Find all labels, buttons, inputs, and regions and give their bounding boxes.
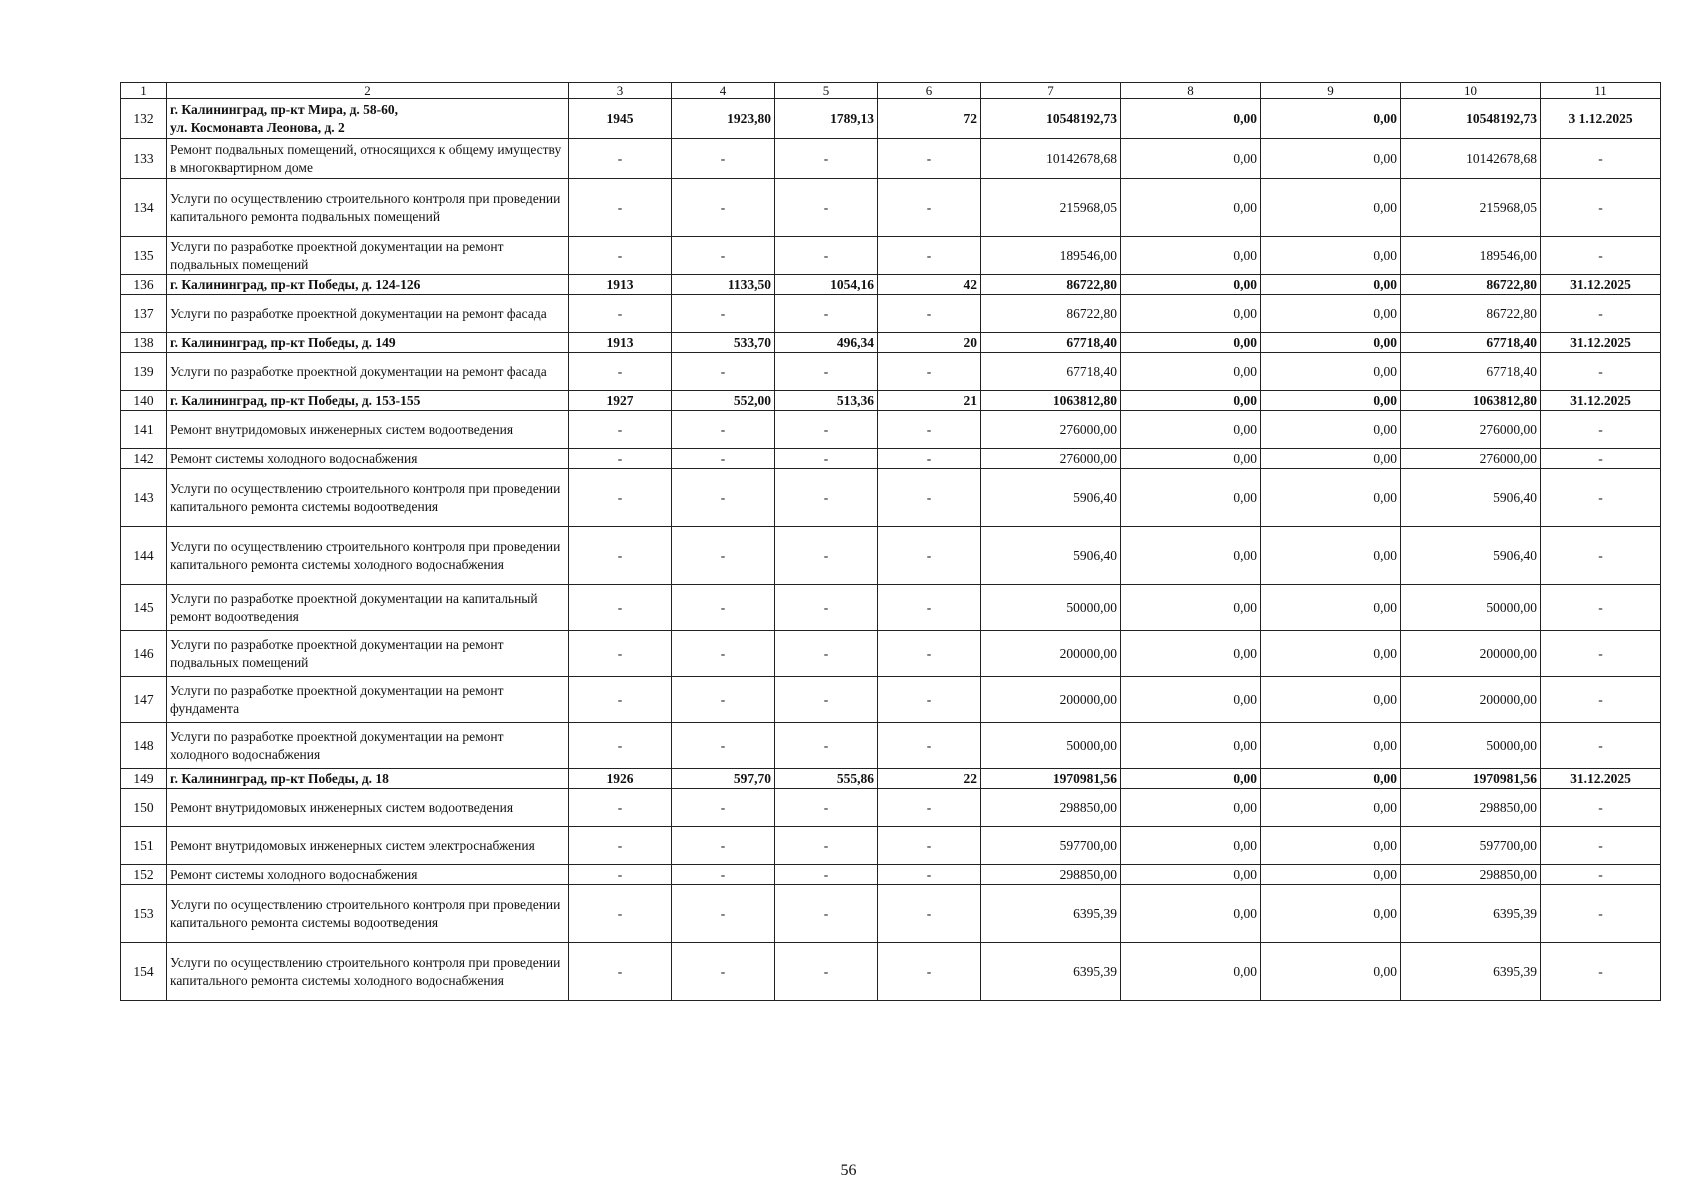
owners-cost-cell: 200000,00 xyxy=(1401,631,1541,677)
header-cell: 3 xyxy=(569,83,672,99)
description-cell: Ремонт внутридомовых инженерных систем электроснабжения xyxy=(167,827,569,865)
work-item-row xyxy=(121,885,1661,943)
year-cell: - xyxy=(569,885,672,943)
residents-cell: - xyxy=(878,885,981,943)
living-area-cell: - xyxy=(775,943,878,1001)
residents-cell: - xyxy=(878,527,981,585)
fund-cost-cell: 0,00 xyxy=(1121,391,1261,411)
owners-cost-cell: 67718,40 xyxy=(1401,333,1541,353)
total-area-cell: - xyxy=(672,865,775,885)
fund-cost-cell: 0,00 xyxy=(1121,827,1261,865)
living-area-cell: - xyxy=(775,585,878,631)
total-cost-cell: 276000,00 xyxy=(981,449,1121,469)
completion-date-cell: - xyxy=(1541,789,1661,827)
residents-cell: 21 xyxy=(878,391,981,411)
living-area-cell: - xyxy=(775,677,878,723)
total-area-cell: - xyxy=(672,449,775,469)
budget-cost-cell: 0,00 xyxy=(1261,449,1401,469)
owners-cost-cell: 50000,00 xyxy=(1401,585,1541,631)
total-area-cell: - xyxy=(672,723,775,769)
budget-cost-cell: 0,00 xyxy=(1261,631,1401,677)
total-cost-cell: 200000,00 xyxy=(981,631,1121,677)
description-cell: Услуги по разработке проектной документации на ремонт холодного водоснабжения xyxy=(167,723,569,769)
row-number-cell: 154 xyxy=(121,943,167,1001)
row-number-cell: 139 xyxy=(121,353,167,391)
year-cell: - xyxy=(569,237,672,275)
total-area-cell: - xyxy=(672,631,775,677)
budget-cost-cell: 0,00 xyxy=(1261,827,1401,865)
total-cost-cell: 6395,39 xyxy=(981,943,1121,1001)
total-cost-cell: 5906,40 xyxy=(981,469,1121,527)
row-number-cell: 152 xyxy=(121,865,167,885)
description-cell: Ремонт внутридомовых инженерных систем водоотведения xyxy=(167,411,569,449)
owners-cost-cell: 298850,00 xyxy=(1401,865,1541,885)
year-cell: - xyxy=(569,631,672,677)
total-cost-cell: 86722,80 xyxy=(981,275,1121,295)
total-cost-cell: 215968,05 xyxy=(981,179,1121,237)
description-cell: г. Калининград, пр-кт Победы, д. 149 xyxy=(167,333,569,353)
total-cost-cell: 298850,00 xyxy=(981,865,1121,885)
description-cell: Услуги по разработке проектной документации на капитальный ремонт водоотведения xyxy=(167,585,569,631)
total-area-cell: 1133,50 xyxy=(672,275,775,295)
year-cell: - xyxy=(569,139,672,179)
completion-date-cell: - xyxy=(1541,943,1661,1001)
owners-cost-cell: 1063812,80 xyxy=(1401,391,1541,411)
description-cell: Услуги по разработке проектной документации на ремонт фасада xyxy=(167,353,569,391)
budget-cost-cell: 0,00 xyxy=(1261,391,1401,411)
budget-cost-cell: 0,00 xyxy=(1261,585,1401,631)
address-row xyxy=(121,333,1661,353)
header-cell: 1 xyxy=(121,83,167,99)
address-row xyxy=(121,769,1661,789)
total-cost-cell: 189546,00 xyxy=(981,237,1121,275)
fund-cost-cell: 0,00 xyxy=(1121,449,1261,469)
completion-date-cell: 31.12.2025 xyxy=(1541,275,1661,295)
completion-date-cell: - xyxy=(1541,237,1661,275)
row-number-cell: 151 xyxy=(121,827,167,865)
address-row xyxy=(121,275,1661,295)
year-cell: - xyxy=(569,179,672,237)
residents-cell: - xyxy=(878,237,981,275)
residents-cell: 22 xyxy=(878,769,981,789)
fund-cost-cell: 0,00 xyxy=(1121,723,1261,769)
description-cell: Услуги по разработке проектной документации на ремонт подвальных помещений xyxy=(167,631,569,677)
header-cell: 4 xyxy=(672,83,775,99)
fund-cost-cell: 0,00 xyxy=(1121,237,1261,275)
budget-cost-cell: 0,00 xyxy=(1261,333,1401,353)
row-number-cell: 148 xyxy=(121,723,167,769)
fund-cost-cell: 0,00 xyxy=(1121,677,1261,723)
row-number-cell: 138 xyxy=(121,333,167,353)
budget-cost-cell: 0,00 xyxy=(1261,295,1401,333)
work-item-row xyxy=(121,295,1661,333)
header-cell: 11 xyxy=(1541,83,1661,99)
completion-date-cell: - xyxy=(1541,179,1661,237)
total-cost-cell: 10142678,68 xyxy=(981,139,1121,179)
work-item-row xyxy=(121,631,1661,677)
row-number-cell: 153 xyxy=(121,885,167,943)
completion-date-cell: - xyxy=(1541,865,1661,885)
work-item-row xyxy=(121,585,1661,631)
row-number-cell: 142 xyxy=(121,449,167,469)
residents-cell: - xyxy=(878,469,981,527)
residents-cell: - xyxy=(878,677,981,723)
table-body xyxy=(121,83,1661,1001)
living-area-cell: - xyxy=(775,827,878,865)
description-cell: Услуги по осуществлению строительного контроля при проведении капитального ремонта системы холодного водоснабжения xyxy=(167,527,569,585)
total-cost-cell: 1970981,56 xyxy=(981,769,1121,789)
year-cell: - xyxy=(569,865,672,885)
living-area-cell: 555,86 xyxy=(775,769,878,789)
completion-date-cell: - xyxy=(1541,885,1661,943)
residents-cell: - xyxy=(878,789,981,827)
description-cell: Ремонт внутридомовых инженерных систем водоотведения xyxy=(167,789,569,827)
fund-cost-cell: 0,00 xyxy=(1121,527,1261,585)
total-area-cell: - xyxy=(672,943,775,1001)
budget-cost-cell: 0,00 xyxy=(1261,723,1401,769)
residents-cell: - xyxy=(878,585,981,631)
document-sheet xyxy=(120,82,1660,1001)
row-number-cell: 135 xyxy=(121,237,167,275)
fund-cost-cell: 0,00 xyxy=(1121,179,1261,237)
total-area-cell: - xyxy=(672,353,775,391)
budget-cost-cell: 0,00 xyxy=(1261,865,1401,885)
budget-cost-cell: 0,00 xyxy=(1261,139,1401,179)
row-number-cell: 132 xyxy=(121,99,167,139)
owners-cost-cell: 6395,39 xyxy=(1401,943,1541,1001)
fund-cost-cell: 0,00 xyxy=(1121,333,1261,353)
address-row xyxy=(121,391,1661,411)
living-area-cell: 1789,13 xyxy=(775,99,878,139)
description-cell: Услуги по осуществлению строительного контроля при проведении капитального ремонта системы холодного водоснабжения xyxy=(167,943,569,1001)
living-area-cell: - xyxy=(775,789,878,827)
total-area-cell: - xyxy=(672,179,775,237)
living-area-cell: - xyxy=(775,885,878,943)
owners-cost-cell: 86722,80 xyxy=(1401,275,1541,295)
total-cost-cell: 276000,00 xyxy=(981,411,1121,449)
column-number-header xyxy=(121,83,1661,99)
page-number: 56 xyxy=(840,1162,857,1179)
owners-cost-cell: 10142678,68 xyxy=(1401,139,1541,179)
owners-cost-cell: 6395,39 xyxy=(1401,885,1541,943)
living-area-cell: - xyxy=(775,237,878,275)
row-number-cell: 143 xyxy=(121,469,167,527)
work-item-row xyxy=(121,237,1661,275)
total-cost-cell: 298850,00 xyxy=(981,789,1121,827)
fund-cost-cell: 0,00 xyxy=(1121,139,1261,179)
owners-cost-cell: 276000,00 xyxy=(1401,411,1541,449)
total-area-cell: 552,00 xyxy=(672,391,775,411)
completion-date-cell: - xyxy=(1541,295,1661,333)
fund-cost-cell: 0,00 xyxy=(1121,885,1261,943)
total-cost-cell: 200000,00 xyxy=(981,677,1121,723)
owners-cost-cell: 5906,40 xyxy=(1401,469,1541,527)
completion-date-cell: - xyxy=(1541,527,1661,585)
living-area-cell: - xyxy=(775,469,878,527)
total-area-cell: - xyxy=(672,139,775,179)
description-cell: г. Калининград, пр-кт Победы, д. 153-155 xyxy=(167,391,569,411)
budget-cost-cell: 0,00 xyxy=(1261,469,1401,527)
description-cell: Ремонт системы холодного водоснабжения xyxy=(167,449,569,469)
description-cell: г. Калининград, пр-кт Мира, д. 58-60, ул. Космонавта Леонова, д. 2 xyxy=(167,99,569,139)
total-area-cell: 597,70 xyxy=(672,769,775,789)
completion-date-cell: 3 1.12.2025 xyxy=(1541,99,1661,139)
owners-cost-cell: 298850,00 xyxy=(1401,789,1541,827)
budget-cost-cell: 0,00 xyxy=(1261,99,1401,139)
living-area-cell: 496,34 xyxy=(775,333,878,353)
total-area-cell: - xyxy=(672,827,775,865)
living-area-cell: 1054,16 xyxy=(775,275,878,295)
completion-date-cell: 31.12.2025 xyxy=(1541,333,1661,353)
description-cell: г. Калининград, пр-кт Победы, д. 18 xyxy=(167,769,569,789)
total-cost-cell: 67718,40 xyxy=(981,353,1121,391)
fund-cost-cell: 0,00 xyxy=(1121,789,1261,827)
total-cost-cell: 1063812,80 xyxy=(981,391,1121,411)
description-cell: Услуги по осуществлению строительного контроля при проведении капитального ремонта системы водоотведения xyxy=(167,469,569,527)
owners-cost-cell: 50000,00 xyxy=(1401,723,1541,769)
fund-cost-cell: 0,00 xyxy=(1121,275,1261,295)
fund-cost-cell: 0,00 xyxy=(1121,411,1261,449)
owners-cost-cell: 189546,00 xyxy=(1401,237,1541,275)
living-area-cell: - xyxy=(775,865,878,885)
residents-cell: - xyxy=(878,411,981,449)
year-cell: 1927 xyxy=(569,391,672,411)
year-cell: - xyxy=(569,585,672,631)
work-item-row xyxy=(121,179,1661,237)
fund-cost-cell: 0,00 xyxy=(1121,769,1261,789)
total-area-cell: - xyxy=(672,585,775,631)
work-item-row xyxy=(121,827,1661,865)
living-area-cell: - xyxy=(775,631,878,677)
fund-cost-cell: 0,00 xyxy=(1121,585,1261,631)
year-cell: 1945 xyxy=(569,99,672,139)
completion-date-cell: - xyxy=(1541,585,1661,631)
owners-cost-cell: 215968,05 xyxy=(1401,179,1541,237)
residents-cell: - xyxy=(878,179,981,237)
year-cell: 1913 xyxy=(569,333,672,353)
year-cell: - xyxy=(569,677,672,723)
description-cell: Услуги по осуществлению строительного контроля при проведении капитального ремонта системы водоотведения xyxy=(167,885,569,943)
owners-cost-cell: 5906,40 xyxy=(1401,527,1541,585)
owners-cost-cell: 200000,00 xyxy=(1401,677,1541,723)
residents-cell: - xyxy=(878,943,981,1001)
total-area-cell: - xyxy=(672,469,775,527)
row-number-cell: 150 xyxy=(121,789,167,827)
completion-date-cell: - xyxy=(1541,139,1661,179)
work-item-row xyxy=(121,723,1661,769)
work-item-row xyxy=(121,943,1661,1001)
completion-date-cell: - xyxy=(1541,469,1661,527)
living-area-cell: - xyxy=(775,723,878,769)
fund-cost-cell: 0,00 xyxy=(1121,469,1261,527)
total-cost-cell: 50000,00 xyxy=(981,585,1121,631)
living-area-cell: - xyxy=(775,295,878,333)
header-cell: 10 xyxy=(1401,83,1541,99)
budget-cost-cell: 0,00 xyxy=(1261,275,1401,295)
completion-date-cell: 31.12.2025 xyxy=(1541,391,1661,411)
description-cell: Услуги по разработке проектной документации на ремонт фундамента xyxy=(167,677,569,723)
total-area-cell: - xyxy=(672,237,775,275)
description-cell: Услуги по разработке проектной документации на ремонт фасада xyxy=(167,295,569,333)
row-number-cell: 137 xyxy=(121,295,167,333)
row-number-cell: 144 xyxy=(121,527,167,585)
row-number-cell: 146 xyxy=(121,631,167,677)
year-cell: - xyxy=(569,353,672,391)
header-cell: 8 xyxy=(1121,83,1261,99)
year-cell: 1913 xyxy=(569,275,672,295)
residents-cell: 72 xyxy=(878,99,981,139)
total-area-cell: - xyxy=(672,527,775,585)
budget-cost-cell: 0,00 xyxy=(1261,677,1401,723)
completion-date-cell: - xyxy=(1541,723,1661,769)
year-cell: - xyxy=(569,789,672,827)
budget-cost-cell: 0,00 xyxy=(1261,943,1401,1001)
fund-cost-cell: 0,00 xyxy=(1121,865,1261,885)
completion-date-cell: - xyxy=(1541,353,1661,391)
total-area-cell: - xyxy=(672,789,775,827)
row-number-cell: 145 xyxy=(121,585,167,631)
owners-cost-cell: 1970981,56 xyxy=(1401,769,1541,789)
residents-cell: - xyxy=(878,139,981,179)
work-item-row xyxy=(121,865,1661,885)
row-number-cell: 149 xyxy=(121,769,167,789)
total-cost-cell: 6395,39 xyxy=(981,885,1121,943)
fund-cost-cell: 0,00 xyxy=(1121,99,1261,139)
repair-program-table xyxy=(120,82,1661,1001)
work-item-row xyxy=(121,449,1661,469)
residents-cell: - xyxy=(878,631,981,677)
completion-date-cell: - xyxy=(1541,411,1661,449)
budget-cost-cell: 0,00 xyxy=(1261,885,1401,943)
budget-cost-cell: 0,00 xyxy=(1261,769,1401,789)
total-cost-cell: 86722,80 xyxy=(981,295,1121,333)
residents-cell: - xyxy=(878,865,981,885)
work-item-row xyxy=(121,469,1661,527)
year-cell: - xyxy=(569,943,672,1001)
residents-cell: - xyxy=(878,723,981,769)
budget-cost-cell: 0,00 xyxy=(1261,527,1401,585)
residents-cell: - xyxy=(878,353,981,391)
residents-cell: 20 xyxy=(878,333,981,353)
total-cost-cell: 67718,40 xyxy=(981,333,1121,353)
year-cell: - xyxy=(569,527,672,585)
residents-cell: - xyxy=(878,449,981,469)
total-area-cell: 533,70 xyxy=(672,333,775,353)
year-cell: - xyxy=(569,827,672,865)
work-item-row xyxy=(121,789,1661,827)
year-cell: - xyxy=(569,469,672,527)
header-cell: 2 xyxy=(167,83,569,99)
total-area-cell: - xyxy=(672,677,775,723)
address-row xyxy=(121,99,1661,139)
budget-cost-cell: 0,00 xyxy=(1261,411,1401,449)
living-area-cell: 513,36 xyxy=(775,391,878,411)
total-cost-cell: 50000,00 xyxy=(981,723,1121,769)
living-area-cell: - xyxy=(775,449,878,469)
completion-date-cell: - xyxy=(1541,677,1661,723)
work-item-row xyxy=(121,677,1661,723)
budget-cost-cell: 0,00 xyxy=(1261,179,1401,237)
completion-date-cell: - xyxy=(1541,631,1661,677)
completion-date-cell: - xyxy=(1541,827,1661,865)
residents-cell: 42 xyxy=(878,275,981,295)
total-area-cell: 1923,80 xyxy=(672,99,775,139)
description-cell: Услуги по разработке проектной документации на ремонт подвальных помещений xyxy=(167,237,569,275)
total-area-cell: - xyxy=(672,295,775,333)
row-number-cell: 141 xyxy=(121,411,167,449)
year-cell: - xyxy=(569,411,672,449)
living-area-cell: - xyxy=(775,411,878,449)
total-cost-cell: 597700,00 xyxy=(981,827,1121,865)
living-area-cell: - xyxy=(775,527,878,585)
total-area-cell: - xyxy=(672,411,775,449)
fund-cost-cell: 0,00 xyxy=(1121,943,1261,1001)
year-cell: - xyxy=(569,449,672,469)
fund-cost-cell: 0,00 xyxy=(1121,353,1261,391)
row-number-cell: 133 xyxy=(121,139,167,179)
residents-cell: - xyxy=(878,827,981,865)
work-item-row xyxy=(121,353,1661,391)
total-cost-cell: 5906,40 xyxy=(981,527,1121,585)
header-cell: 9 xyxy=(1261,83,1401,99)
fund-cost-cell: 0,00 xyxy=(1121,631,1261,677)
budget-cost-cell: 0,00 xyxy=(1261,789,1401,827)
row-number-cell: 136 xyxy=(121,275,167,295)
work-item-row xyxy=(121,527,1661,585)
completion-date-cell: 31.12.2025 xyxy=(1541,769,1661,789)
header-cell: 5 xyxy=(775,83,878,99)
year-cell: - xyxy=(569,723,672,769)
owners-cost-cell: 276000,00 xyxy=(1401,449,1541,469)
owners-cost-cell: 67718,40 xyxy=(1401,353,1541,391)
year-cell: - xyxy=(569,295,672,333)
owners-cost-cell: 86722,80 xyxy=(1401,295,1541,333)
description-cell: Ремонт подвальных помещений, относящихся к общему имуществу в многоквартирном доме xyxy=(167,139,569,179)
fund-cost-cell: 0,00 xyxy=(1121,295,1261,333)
completion-date-cell: - xyxy=(1541,449,1661,469)
total-area-cell: - xyxy=(672,885,775,943)
work-item-row xyxy=(121,139,1661,179)
row-number-cell: 134 xyxy=(121,179,167,237)
total-cost-cell: 10548192,73 xyxy=(981,99,1121,139)
living-area-cell: - xyxy=(775,179,878,237)
description-cell: Услуги по осуществлению строительного контроля при проведении капитального ремонта подвальных помещений xyxy=(167,179,569,237)
year-cell: 1926 xyxy=(569,769,672,789)
owners-cost-cell: 10548192,73 xyxy=(1401,99,1541,139)
work-item-row xyxy=(121,411,1661,449)
living-area-cell: - xyxy=(775,139,878,179)
description-cell: г. Калининград, пр-кт Победы, д. 124-126 xyxy=(167,275,569,295)
owners-cost-cell: 597700,00 xyxy=(1401,827,1541,865)
description-cell: Ремонт системы холодного водоснабжения xyxy=(167,865,569,885)
budget-cost-cell: 0,00 xyxy=(1261,237,1401,275)
row-number-cell: 140 xyxy=(121,391,167,411)
residents-cell: - xyxy=(878,295,981,333)
living-area-cell: - xyxy=(775,353,878,391)
budget-cost-cell: 0,00 xyxy=(1261,353,1401,391)
row-number-cell: 147 xyxy=(121,677,167,723)
header-cell: 6 xyxy=(878,83,981,99)
header-cell: 7 xyxy=(981,83,1121,99)
